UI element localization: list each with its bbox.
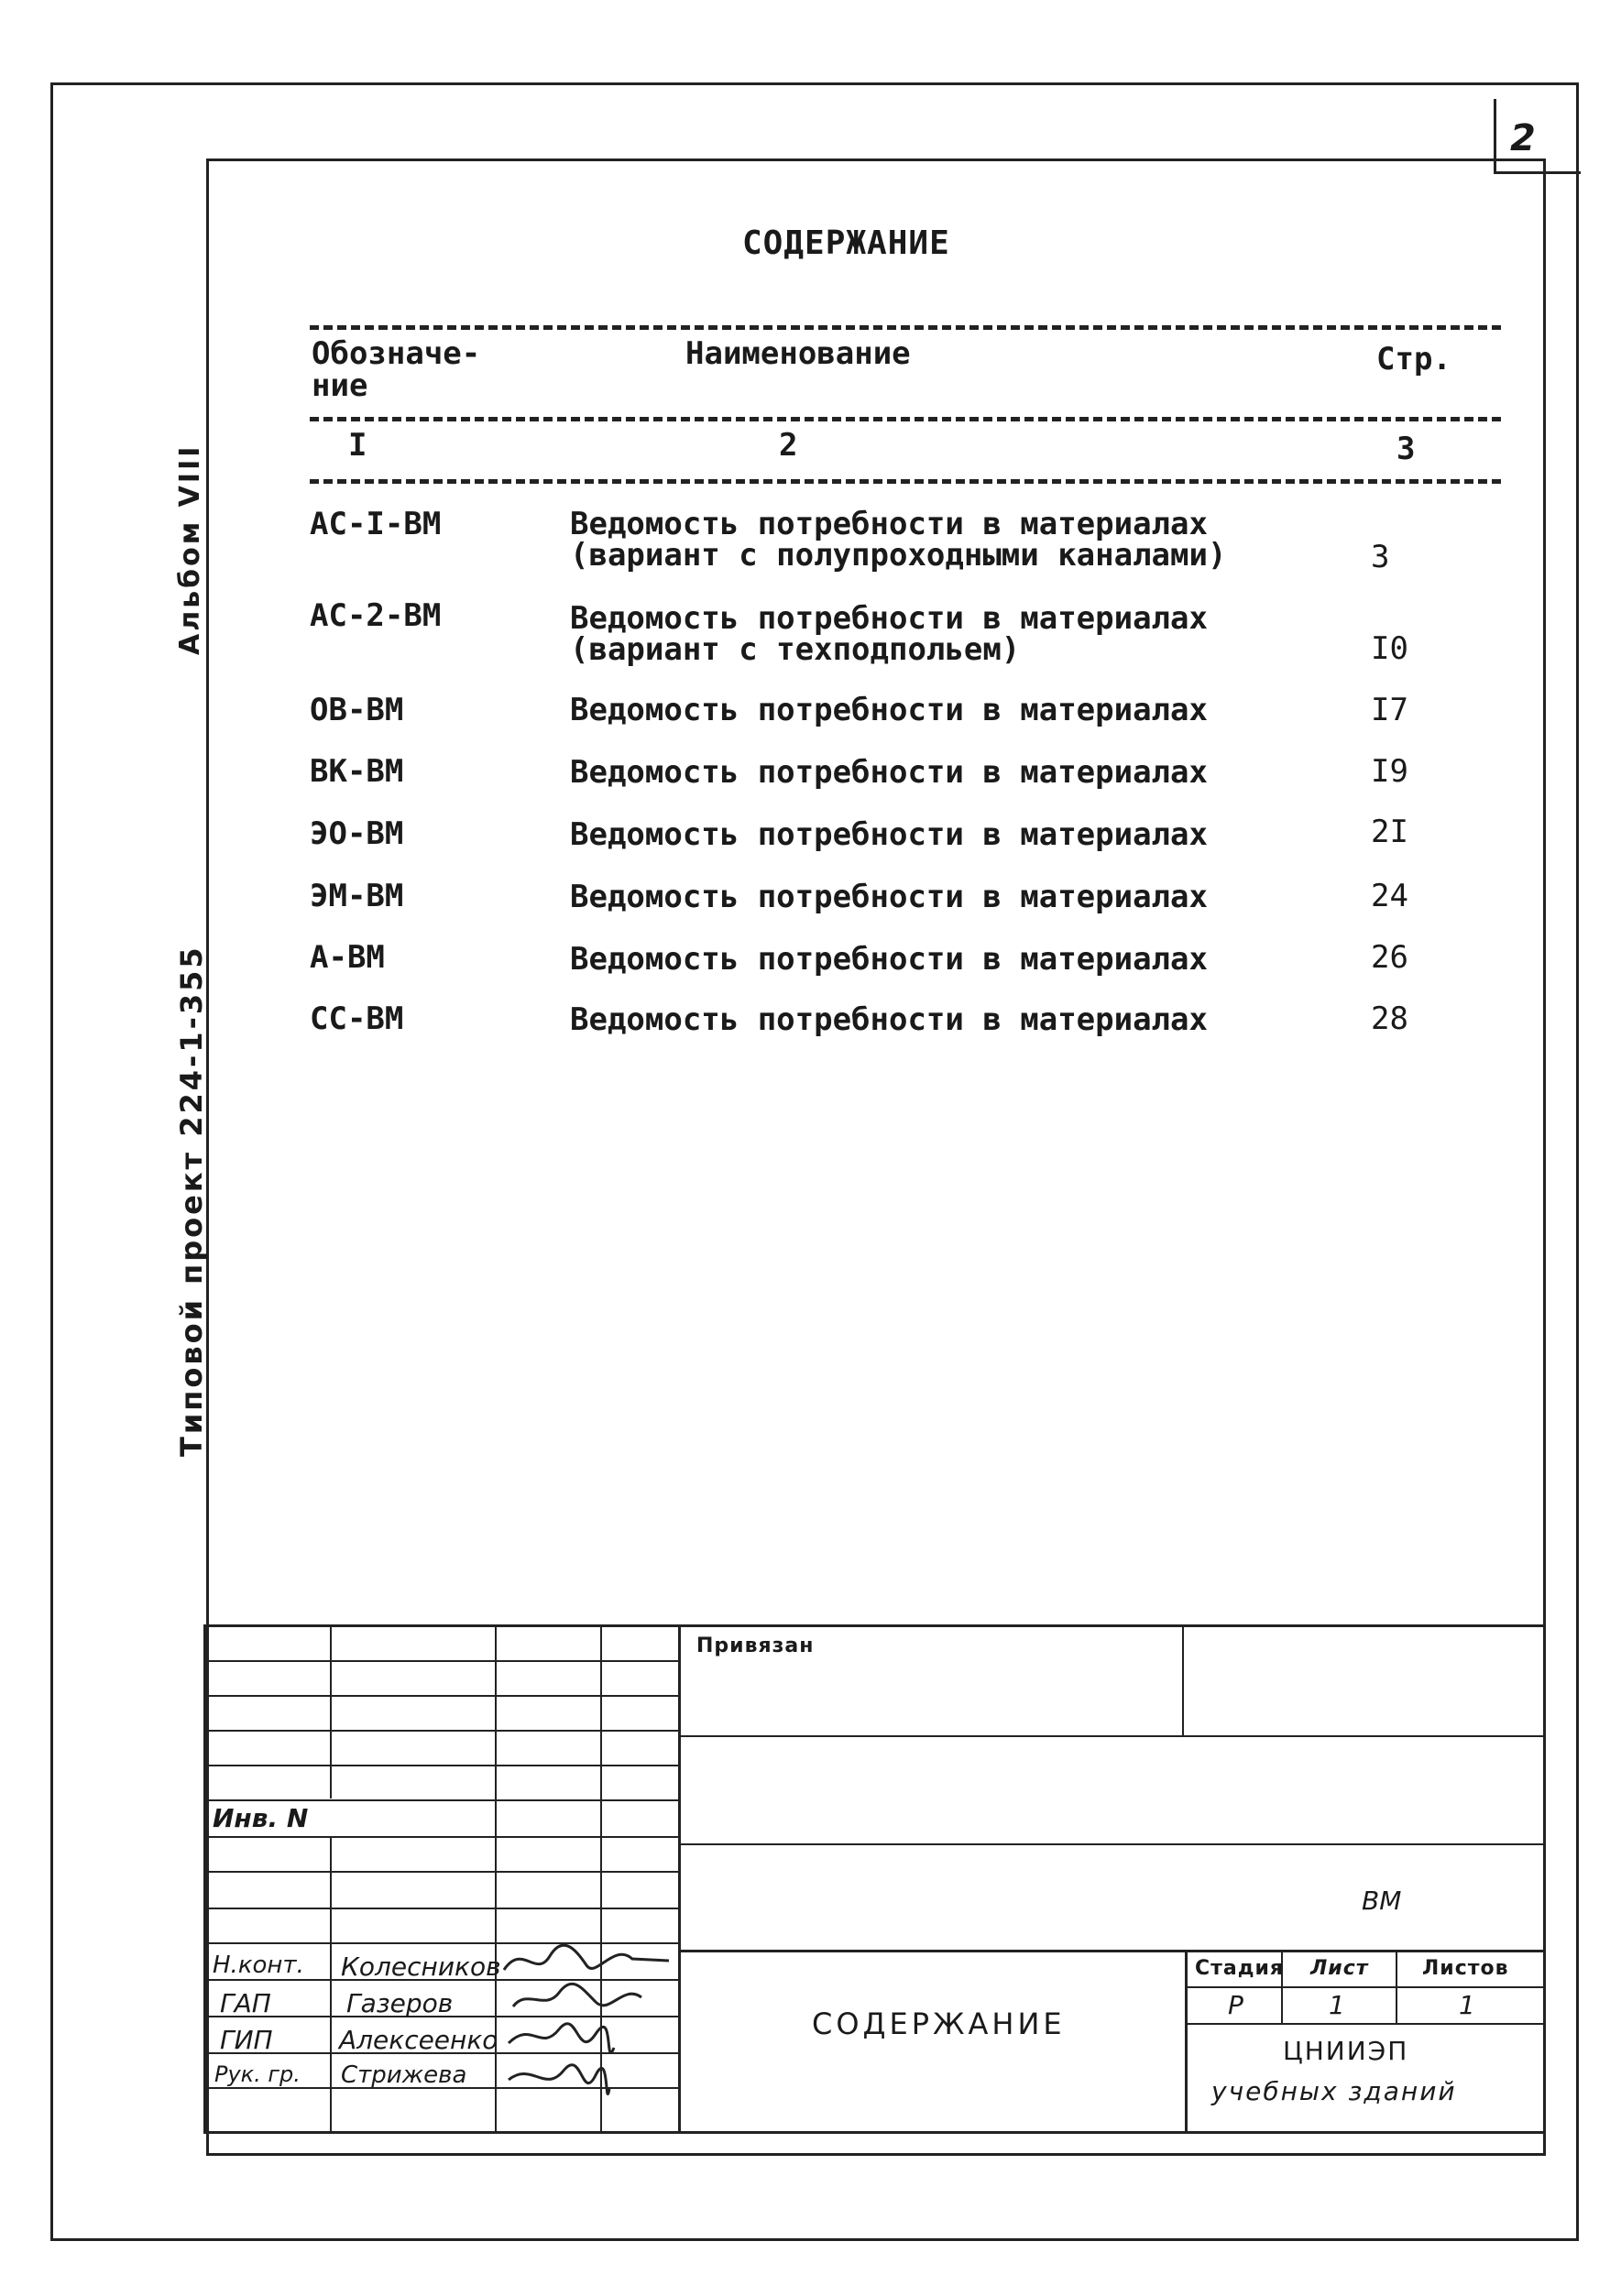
row-name: Ведомость потребности в материалах xyxy=(570,692,1208,728)
organization-line1: ЦНИИЭП xyxy=(1283,2036,1409,2066)
signatures xyxy=(495,1924,678,2116)
stage-value: Р xyxy=(1228,1990,1243,2020)
header-page: Стр. xyxy=(1376,341,1451,377)
header-name: Наименование xyxy=(685,335,911,372)
person-name: Стрижева xyxy=(341,2061,467,2089)
inner-frame xyxy=(206,159,1546,2156)
row-page: 26 xyxy=(1371,939,1408,976)
row-name: Ведомость потребности в материалах (вариант с полупроходными каналами) xyxy=(570,506,1227,574)
bound-label: Привязан xyxy=(696,1635,815,1657)
row-code: ЭМ-ВМ xyxy=(310,878,404,914)
header-bottom-divider xyxy=(310,479,1501,484)
role-label: ГАП xyxy=(220,1988,271,2018)
sheet-value: 1 xyxy=(1329,1990,1345,2020)
role-label: Н.конт. xyxy=(213,1952,304,1979)
sheets-value: 1 xyxy=(1459,1990,1475,2020)
row-page: 3 xyxy=(1371,539,1390,575)
page-title: СОДЕРЖАНИЕ xyxy=(742,224,950,262)
row-name: Ведомость потребности в материалах xyxy=(570,754,1208,791)
row-page: I0 xyxy=(1371,630,1408,667)
document-code: ВМ xyxy=(1362,1886,1402,1916)
row-code: ВК-ВМ xyxy=(310,753,404,790)
sheets-label: Листов xyxy=(1422,1957,1509,1980)
column-number-3: 3 xyxy=(1396,431,1416,467)
row-code: СС-ВМ xyxy=(310,1000,404,1037)
row-code: АС-2-ВМ xyxy=(310,597,442,634)
person-name: Газеров xyxy=(346,1988,454,2018)
person-name: Колесников xyxy=(341,1952,501,1982)
row-name: Ведомость потребности в материалах xyxy=(570,1001,1208,1038)
header-designation-line1: Обозначе- xyxy=(312,335,481,372)
sheet-number: 2 xyxy=(1510,117,1536,159)
row-code: ЭО-ВМ xyxy=(310,815,404,852)
document-title: СОДЕРЖАНИЕ xyxy=(812,2006,1066,2041)
organization-line2: учебных зданий xyxy=(1211,2076,1457,2106)
row-page: 2I xyxy=(1371,814,1408,850)
row-name: Ведомость потребности в материалах (вариант с техподпольем) xyxy=(570,600,1208,668)
header-middle-divider xyxy=(310,417,1501,421)
row-code: АС-I-ВМ xyxy=(310,506,442,542)
row-page: I7 xyxy=(1371,692,1408,728)
row-name: Ведомость потребности в материалах xyxy=(570,941,1208,978)
role-label: ГИП xyxy=(220,2025,273,2055)
row-page: 24 xyxy=(1371,878,1408,914)
row-page: I9 xyxy=(1371,753,1408,790)
header-designation-line2: ние xyxy=(312,367,368,404)
column-number-2: 2 xyxy=(779,427,798,464)
column-number-1: I xyxy=(348,427,367,464)
header-top-divider xyxy=(310,325,1501,330)
side-project-label: Типовой проект 224-1-355 xyxy=(174,945,209,1457)
row-code: ОВ-ВМ xyxy=(310,692,404,728)
side-album-label: Альбом VIII xyxy=(174,443,206,655)
row-code: А-ВМ xyxy=(310,939,385,976)
sheet-number-box xyxy=(1494,99,1581,174)
inventory-label: Инв. N xyxy=(213,1803,309,1833)
role-label: Рук. гр. xyxy=(214,2061,301,2087)
row-name: Ведомость потребности в материалах xyxy=(570,879,1208,915)
sheet-label: Лист xyxy=(1310,1957,1369,1980)
stage-label: Стадия xyxy=(1195,1957,1285,1980)
row-page: 28 xyxy=(1371,1000,1408,1037)
person-name: Алексеенко xyxy=(339,2025,498,2055)
row-name: Ведомость потребности в материалах xyxy=(570,816,1208,853)
